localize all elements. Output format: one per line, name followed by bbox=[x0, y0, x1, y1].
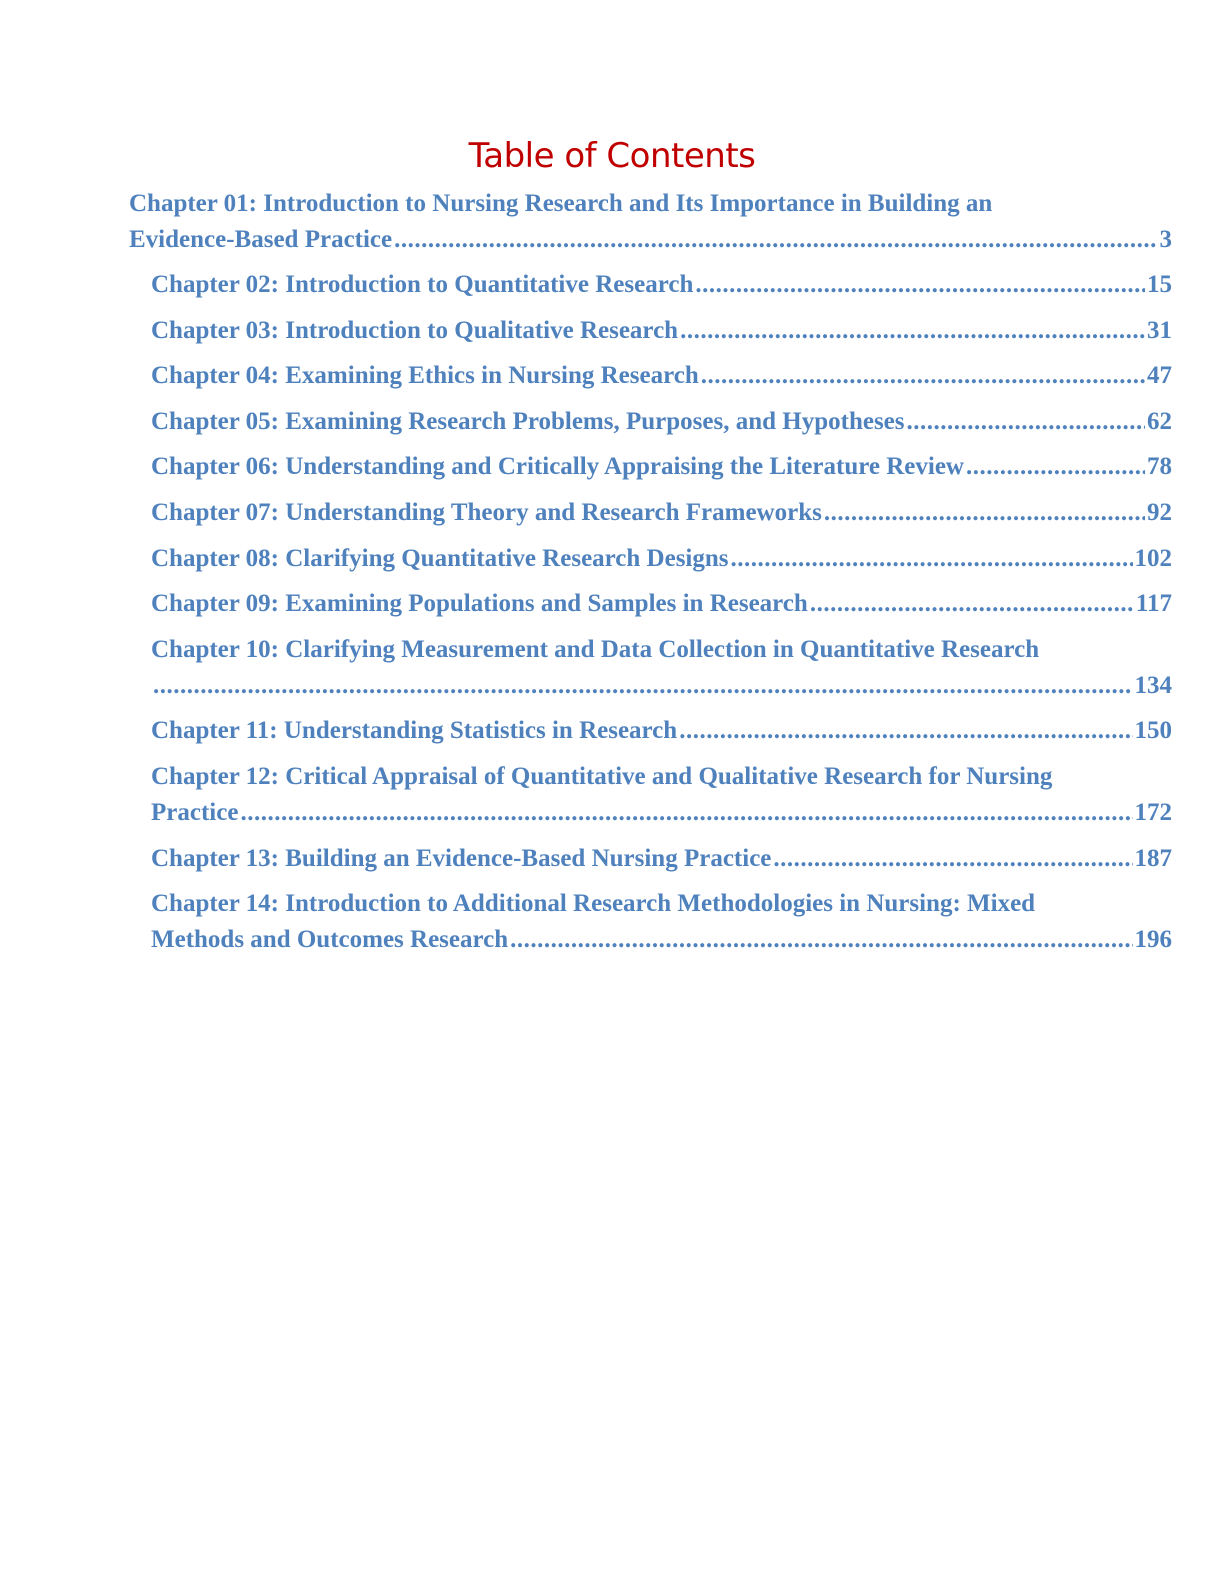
toc-page-number: 3 bbox=[1159, 226, 1172, 253]
toc-leader-dots bbox=[824, 495, 1145, 531]
toc-leader-dots bbox=[240, 795, 1132, 831]
toc-entry-chapter-07[interactable] bbox=[151, 495, 1224, 531]
toc-leader-dots bbox=[153, 668, 1133, 704]
toc-entry-title-line2: Evidence-Based Practice bbox=[129, 226, 393, 253]
toc-page-number: 78 bbox=[1147, 453, 1172, 481]
toc-list bbox=[0, 186, 1224, 968]
toc-entry-title: Chapter 06: Understanding and Critically Appraising the Literature Review bbox=[151, 453, 964, 481]
toc-entry-title: Chapter 07: Understanding Theory and Research Frameworks bbox=[151, 498, 822, 526]
toc-page-number: 102 bbox=[1134, 544, 1172, 572]
toc-page-number: 31 bbox=[1147, 316, 1172, 344]
toc-entry-title: Chapter 04: Examining Ethics in Nursing Research bbox=[151, 362, 699, 390]
toc-entry-title: Chapter 11: Understanding Statistics in Research bbox=[151, 717, 678, 745]
toc-entry-title: Chapter 09: Examining Populations and Samples in Research bbox=[151, 590, 808, 618]
toc-entry-title-line1: Chapter 14: Introduction to Additional Research Methodologies in Nursing: Mixed bbox=[151, 890, 1036, 918]
toc-page-number: 15 bbox=[1147, 271, 1172, 298]
toc-entry-chapter-06[interactable] bbox=[151, 449, 1224, 485]
toc-leader-dots bbox=[695, 267, 1145, 303]
toc-entry-chapter-02[interactable] bbox=[151, 267, 1224, 303]
toc-entry-chapter-01[interactable] bbox=[129, 186, 1224, 258]
toc-leader-dots bbox=[773, 841, 1132, 877]
toc-entry-chapter-05[interactable] bbox=[151, 404, 1224, 440]
toc-entry-chapter-04[interactable] bbox=[151, 358, 1224, 394]
toc-leader-dots bbox=[679, 713, 1132, 749]
toc-title: Table of Contents bbox=[468, 136, 756, 176]
toc-page-number: 47 bbox=[1147, 362, 1172, 390]
toc-leader-dots bbox=[510, 922, 1132, 958]
toc-entry-title: Chapter 08: Clarifying Quantitative Research Designs bbox=[151, 544, 729, 572]
toc-leader-dots bbox=[701, 358, 1145, 394]
toc-page-number: 196 bbox=[1134, 926, 1172, 954]
toc-entry-chapter-13[interactable] bbox=[151, 841, 1224, 877]
toc-page-number: 187 bbox=[1134, 844, 1172, 872]
toc-page-number: 92 bbox=[1147, 498, 1172, 526]
toc-leader-dots bbox=[966, 449, 1145, 485]
toc-entry-chapter-10[interactable] bbox=[151, 632, 1224, 704]
toc-entry-title: Chapter 02: Introduction to Quantitative Research bbox=[151, 271, 694, 298]
toc-page-number: 150 bbox=[1134, 717, 1172, 745]
toc-leader-dots bbox=[680, 313, 1145, 349]
toc-entry-chapter-12[interactable] bbox=[151, 759, 1224, 831]
toc-entry-chapter-14[interactable] bbox=[151, 886, 1224, 958]
toc-entry-chapter-08[interactable] bbox=[151, 541, 1224, 577]
toc-entry-title-line1: Chapter 10: Clarifying Measurement and Data Collection in Quantitative Research bbox=[151, 635, 1040, 663]
toc-entry-title-line2: Practice bbox=[151, 798, 239, 826]
toc-entry-chapter-09[interactable] bbox=[151, 586, 1224, 622]
toc-entry-title-line1: Chapter 12: Critical Appraisal of Quantitative and Qualitative Research for Nursing bbox=[151, 762, 1053, 790]
toc-leader-dots bbox=[907, 404, 1145, 440]
toc-leader-dots bbox=[394, 222, 1157, 258]
toc-entry-title: Chapter 03: Introduction to Qualitative Research bbox=[151, 316, 679, 344]
toc-leader-dots bbox=[731, 541, 1133, 577]
toc-page-number: 172 bbox=[1134, 798, 1172, 826]
toc-leader-dots bbox=[810, 586, 1134, 622]
toc-page-number: 62 bbox=[1147, 407, 1172, 435]
toc-entry-chapter-03[interactable] bbox=[151, 313, 1224, 349]
toc-page-number: 134 bbox=[1134, 671, 1172, 699]
toc-entry-title-line2: Methods and Outcomes Research bbox=[151, 926, 509, 954]
toc-entry-title: Chapter 13: Building an Evidence-Based Nursing Practice bbox=[151, 844, 772, 872]
toc-page-number: 117 bbox=[1135, 590, 1172, 618]
toc-entry-title: Chapter 05: Examining Research Problems, Purposes, and Hypotheses bbox=[151, 407, 905, 435]
toc-entry-title-line1: Chapter 01: Introduction to Nursing Research and Its Importance in Building an bbox=[129, 190, 993, 217]
toc-entry-chapter-11[interactable] bbox=[151, 713, 1224, 749]
